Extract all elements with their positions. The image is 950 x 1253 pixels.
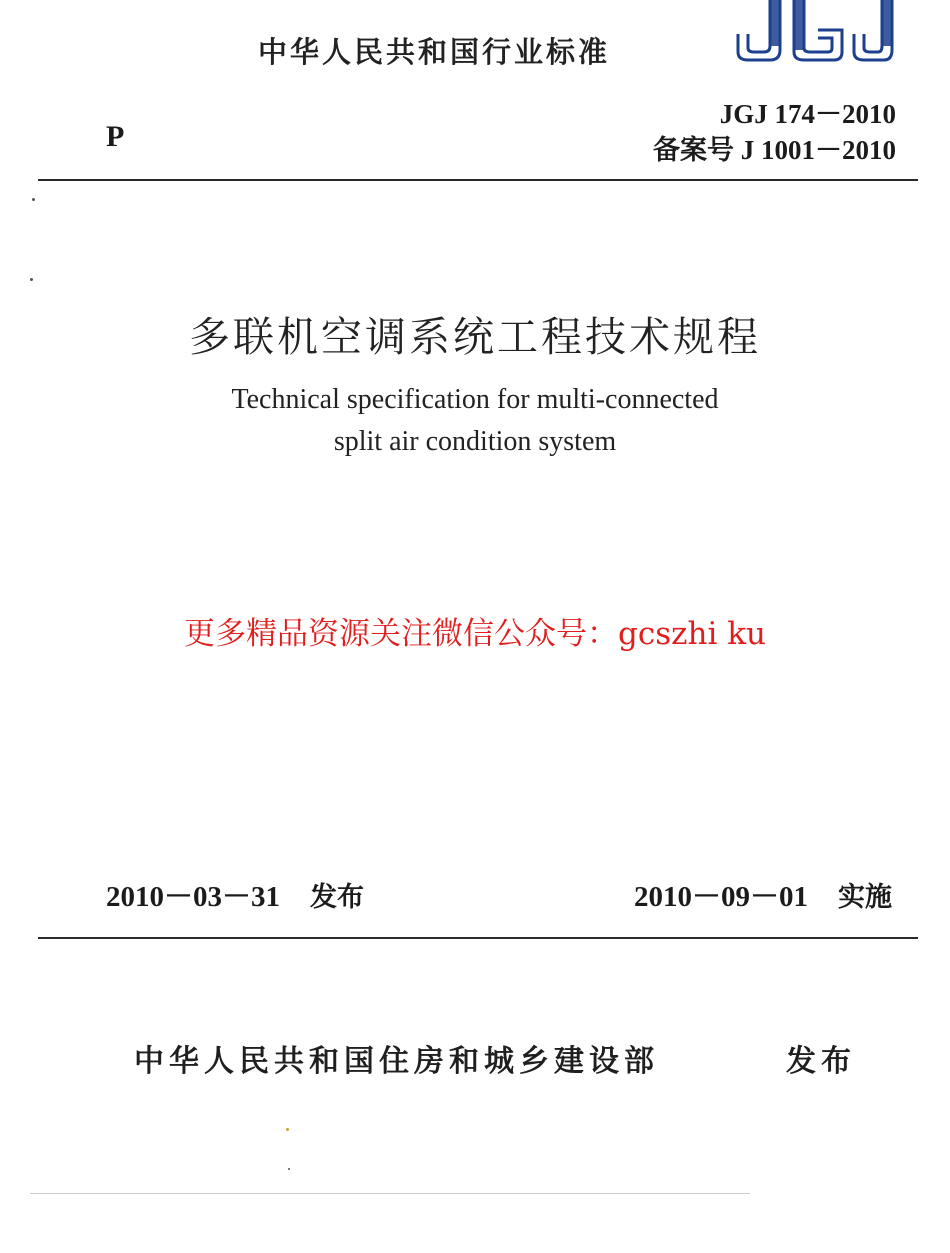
publisher-name: 中华人民共和国住房和城乡建设部 — [134, 1044, 659, 1079]
jgj-logo-icon — [734, 0, 896, 64]
document-title-chinese: 多联机空调系统工程技术规程 — [189, 313, 761, 361]
publish-date-line — [106, 874, 364, 915]
scan-speck — [288, 1168, 290, 1170]
standard-number: JGJ 174－2010 — [719, 99, 896, 129]
middle-divider — [38, 937, 918, 939]
effective-date: 2010－09－01 — [633, 881, 808, 913]
document-title-english-line1: Technical specification for multi-connected — [231, 384, 719, 415]
bottom-divider — [30, 1193, 750, 1194]
effective-label: 实施 — [838, 882, 892, 913]
publisher-action: 发布 — [786, 1044, 856, 1079]
publish-label: 发布 — [310, 882, 365, 913]
watermark-text: 更多精品资源关注微信公众号：gcszhi ku — [184, 616, 766, 652]
scan-speck — [32, 198, 35, 201]
record-number: 备案号 J 1001－2010 — [653, 135, 896, 165]
issuer-title: 中华人民共和国行业标准 — [258, 35, 611, 69]
effective-date-line — [634, 874, 892, 915]
document-title-english-line2: split air condition system — [333, 426, 617, 457]
scan-speck — [30, 278, 33, 281]
standard-category: P — [106, 120, 125, 153]
top-divider — [38, 179, 918, 181]
publish-date: 2010－03－31 — [106, 881, 281, 913]
scan-speck — [286, 1128, 289, 1131]
